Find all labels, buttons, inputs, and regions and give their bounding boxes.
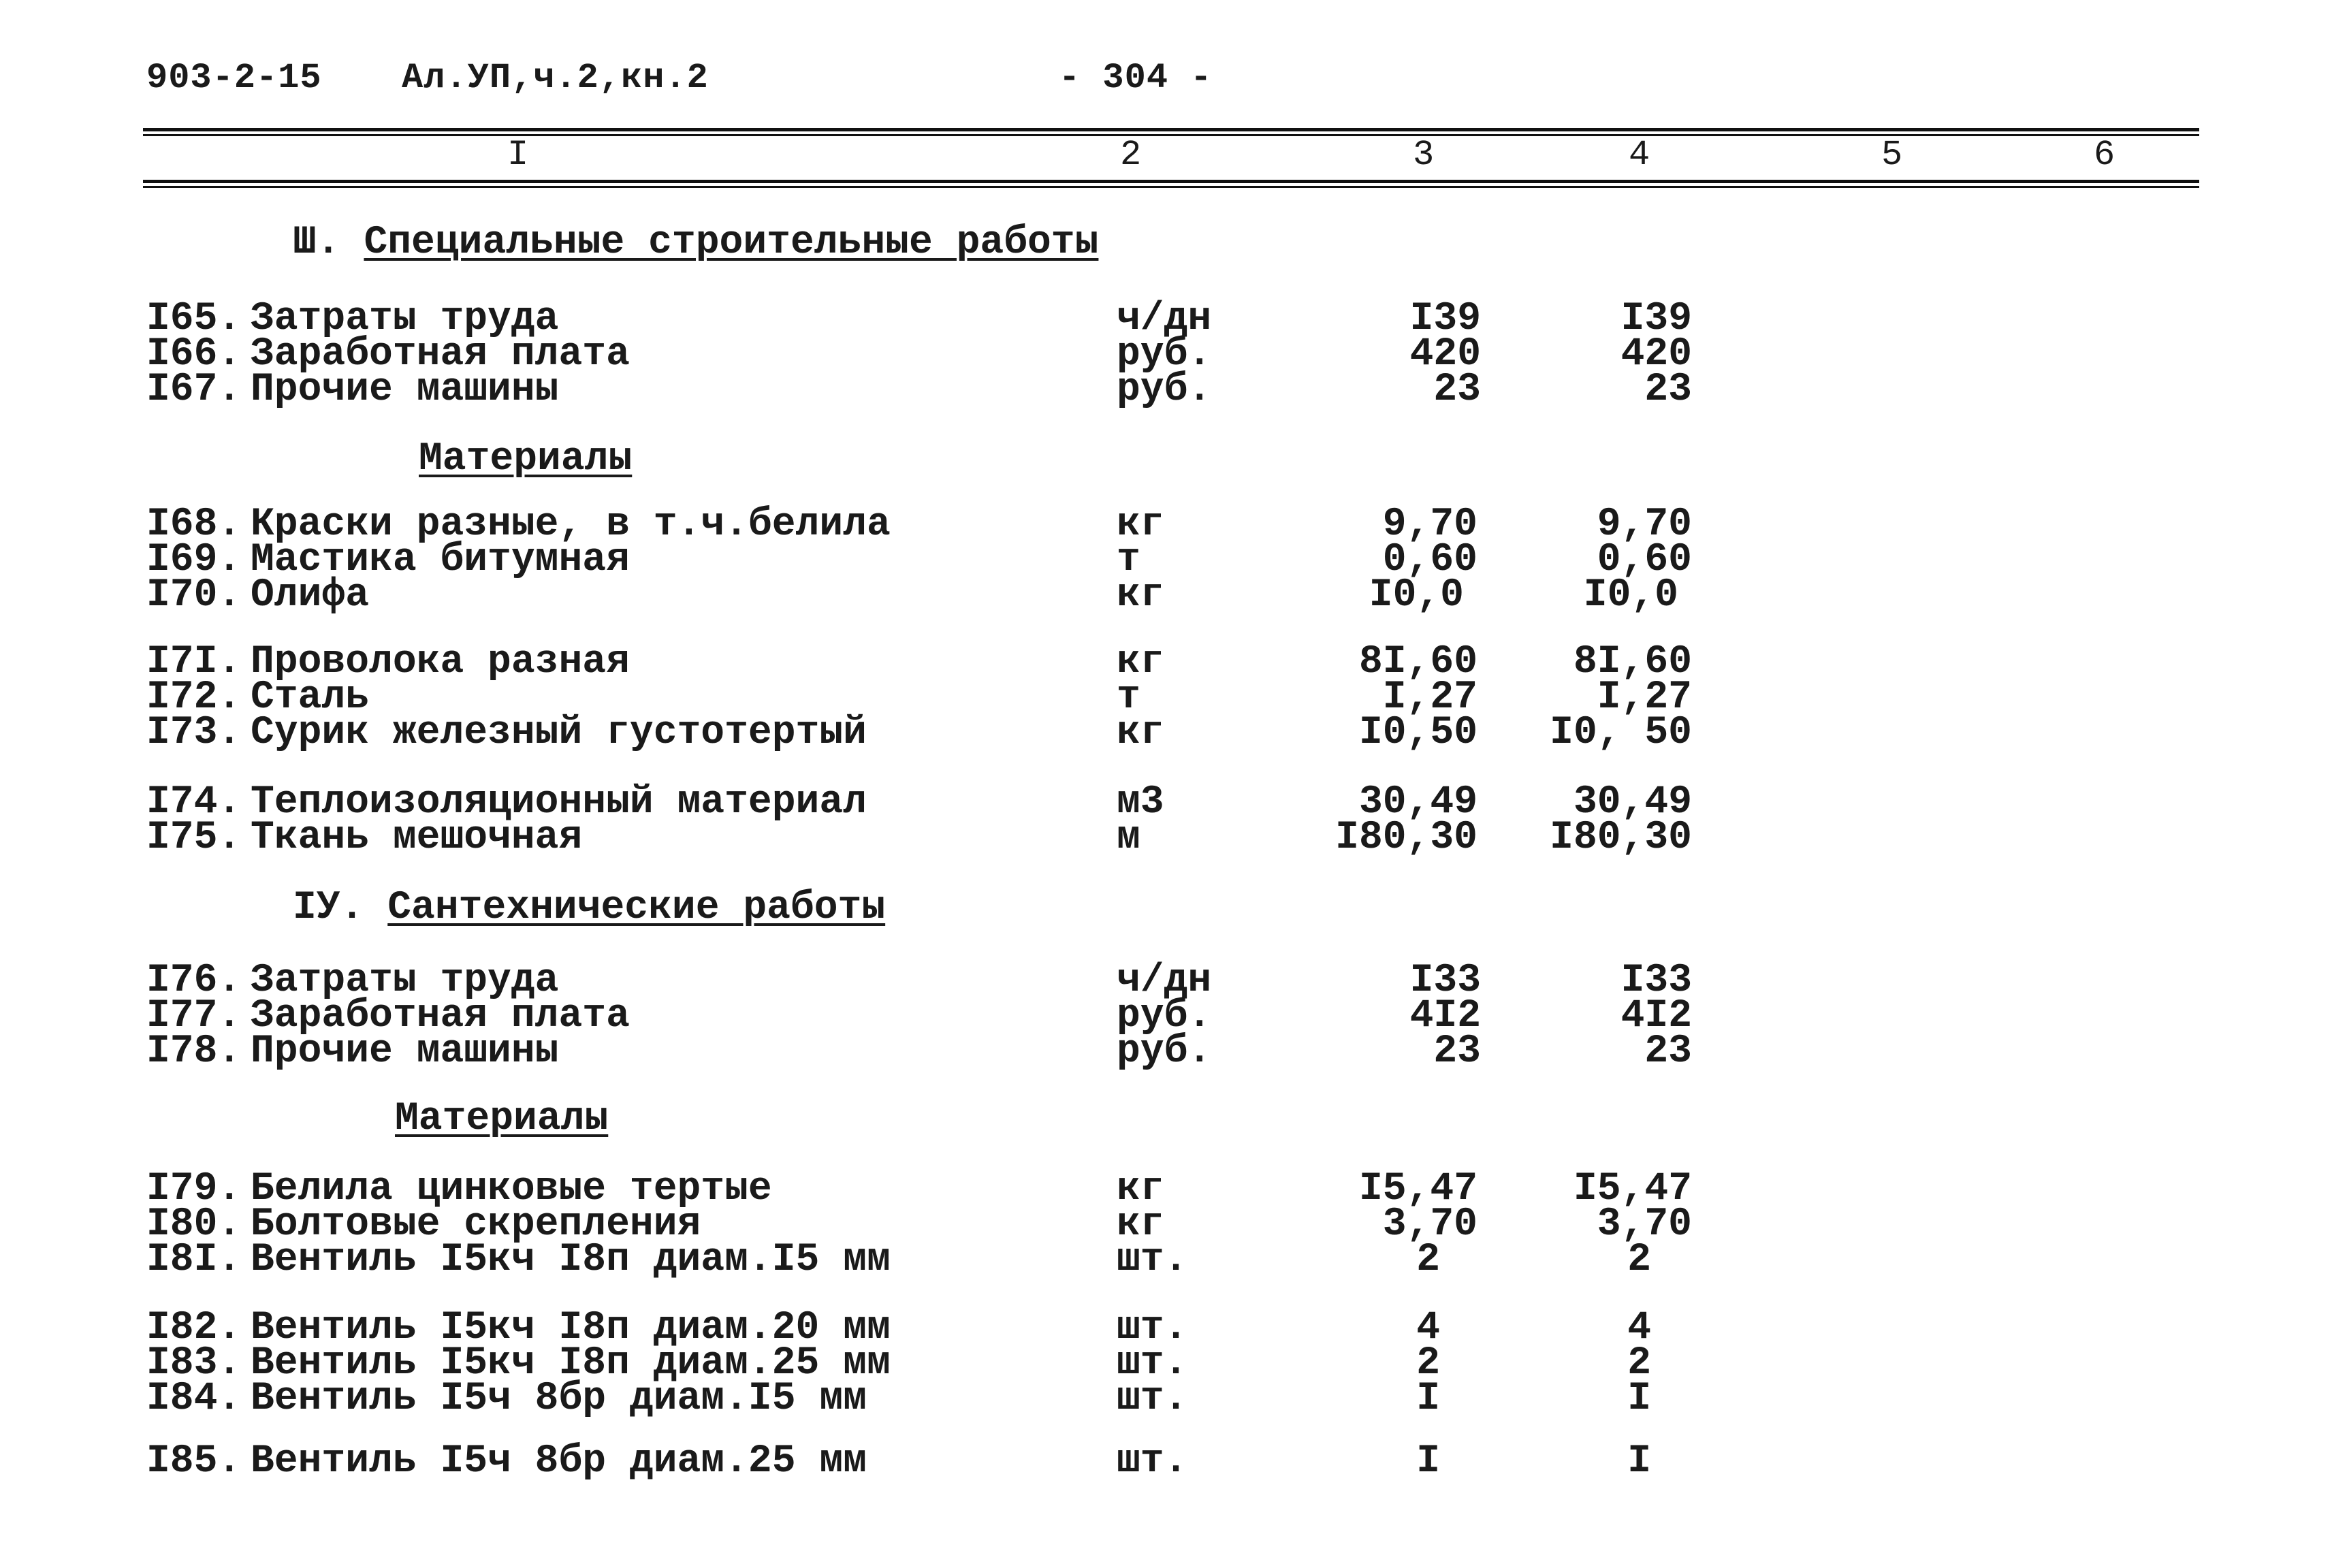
row-name: Заработная плата — [251, 994, 630, 1038]
row-unit: м3 — [1117, 780, 1164, 825]
row-col4: I5,47 — [1573, 1167, 1692, 1211]
row-col4: 0,60 — [1597, 538, 1692, 582]
column-header-5: 5 — [1881, 135, 1903, 175]
page-number: - 304 - — [1059, 58, 1213, 98]
row-number: I69. — [146, 538, 242, 582]
row-unit: кг — [1117, 1202, 1164, 1247]
section-heading: Специальные строительные работы — [364, 221, 1099, 265]
row-number: I72. — [146, 675, 242, 720]
row-name: Сталь — [251, 675, 370, 720]
row-name: Белила цинковые тертые — [251, 1167, 772, 1211]
row-unit: руб. — [1117, 994, 1212, 1038]
row-col4: 9,70 — [1597, 502, 1692, 547]
row-col3: I5,47 — [1358, 1167, 1478, 1211]
row-name: Вентиль I5кч I8п диам.I5 мм — [251, 1238, 891, 1282]
row-number: I8I. — [146, 1238, 242, 1282]
row-unit: кг — [1117, 573, 1164, 618]
column-header-1: I — [507, 135, 529, 175]
row-unit: ч/дн — [1117, 959, 1212, 1003]
row-number: I75. — [146, 816, 242, 860]
row-col3: I39 — [1409, 297, 1481, 341]
row-col4: 4I2 — [1620, 994, 1692, 1038]
row-name: Прочие машины — [251, 1029, 559, 1074]
row-col4: I80,30 — [1550, 816, 1692, 860]
column-header-3: 3 — [1413, 135, 1435, 175]
row-col3: 8I,60 — [1358, 640, 1478, 684]
row-name: Краски разные, в т.ч.белила — [251, 502, 891, 547]
row-col3: I0,50 — [1358, 711, 1478, 755]
row-col4: I39 — [1620, 297, 1692, 341]
row-number: I80. — [146, 1202, 242, 1247]
row-col4: 8I,60 — [1573, 640, 1692, 684]
row-unit: шт. — [1117, 1439, 1188, 1484]
row-col3: 2 — [1416, 1341, 1440, 1386]
row-number: I70. — [146, 573, 242, 618]
materials-subheading: Материалы — [419, 437, 633, 481]
row-unit: м — [1117, 816, 1140, 860]
column-header-6: 6 — [2094, 135, 2115, 175]
row-number: I76. — [146, 959, 242, 1003]
row-name: Теплоизоляционный материал — [251, 780, 867, 825]
row-unit: шт. — [1117, 1306, 1188, 1350]
row-col3: 0,60 — [1382, 538, 1478, 582]
row-name: Ткань мешочная — [251, 816, 583, 860]
section-heading: Сантехнические работы — [387, 886, 886, 930]
column-header-4: 4 — [1629, 135, 1650, 175]
row-col4: 420 — [1620, 332, 1692, 377]
row-unit: шт. — [1117, 1238, 1188, 1282]
row-number: I79. — [146, 1167, 242, 1211]
row-col3: 2 — [1416, 1238, 1440, 1282]
row-unit: кг — [1117, 640, 1164, 684]
header-bottom-rule-inner — [143, 186, 2199, 188]
row-name: Мастика битумная — [251, 538, 630, 582]
row-name: Болтовые скрепления — [251, 1202, 701, 1247]
top-rule — [143, 128, 2199, 131]
row-col4: 23 — [1644, 1029, 1692, 1074]
row-number: I77. — [146, 994, 242, 1038]
row-unit: ч/дн — [1117, 297, 1212, 341]
row-col3: 9,70 — [1382, 502, 1478, 547]
row-col3: 23 — [1433, 368, 1481, 412]
row-col4: I,27 — [1597, 675, 1692, 720]
row-col3: 4I2 — [1409, 994, 1481, 1038]
row-unit: кг — [1117, 502, 1164, 547]
row-col4: 4 — [1627, 1306, 1651, 1350]
row-unit: руб. — [1117, 332, 1212, 377]
row-name: Сурик железный густотертый — [251, 711, 867, 755]
row-col3: I,27 — [1382, 675, 1478, 720]
column-header-2: 2 — [1120, 135, 1142, 175]
row-unit: руб. — [1117, 1029, 1212, 1074]
row-number: I65. — [146, 297, 242, 341]
row-number: I82. — [146, 1306, 242, 1350]
row-name: Вентиль I5ч 8бр диам.25 мм — [251, 1439, 867, 1484]
row-col3: I80,30 — [1335, 816, 1478, 860]
row-col4: 30,49 — [1573, 780, 1692, 825]
materials-subheading: Материалы — [395, 1097, 609, 1141]
row-col4: I33 — [1620, 959, 1692, 1003]
row-name: Вентиль I5кч I8п диам.20 мм — [251, 1306, 891, 1350]
row-col4: I — [1627, 1439, 1651, 1484]
row-number: I66. — [146, 332, 242, 377]
row-name: Затраты труда — [251, 297, 559, 341]
row-unit: шт. — [1117, 1341, 1188, 1386]
row-col3: 30,49 — [1358, 780, 1478, 825]
album-reference: Ал.УП,ч.2,кн.2 — [402, 58, 709, 98]
row-col3: I0,0 — [1369, 573, 1464, 618]
row-number: I7I. — [146, 640, 242, 684]
row-unit: шт. — [1117, 1377, 1188, 1421]
row-number: I73. — [146, 711, 242, 755]
section-number: IУ. — [293, 886, 364, 930]
row-col4: 2 — [1627, 1341, 1651, 1386]
section-title-special-works — [293, 223, 1098, 263]
row-unit: кг — [1117, 711, 1164, 755]
row-col3: 23 — [1433, 1029, 1481, 1074]
row-unit: руб. — [1117, 368, 1212, 412]
row-name: Проволока разная — [251, 640, 630, 684]
row-col3: 420 — [1409, 332, 1481, 377]
row-col3: 3,70 — [1382, 1202, 1478, 1247]
row-unit: т — [1117, 675, 1140, 720]
row-name: Вентиль I5ч 8бр диам.I5 мм — [251, 1377, 867, 1421]
row-col3: I — [1416, 1439, 1440, 1484]
row-col4: 3,70 — [1597, 1202, 1692, 1247]
row-number: I67. — [146, 368, 242, 412]
row-name: Прочие машины — [251, 368, 559, 412]
row-col3: 4 — [1416, 1306, 1440, 1350]
row-number: I68. — [146, 502, 242, 547]
row-col4: I — [1627, 1377, 1651, 1421]
row-col4: 23 — [1644, 368, 1692, 412]
row-unit: кг — [1117, 1167, 1164, 1211]
header-bottom-rule — [143, 180, 2199, 183]
row-number: I74. — [146, 780, 242, 825]
row-number: I85. — [146, 1439, 242, 1484]
row-col4: 2 — [1627, 1238, 1651, 1282]
row-number: I84. — [146, 1377, 242, 1421]
row-col3: I — [1416, 1377, 1440, 1421]
row-name: Заработная плата — [251, 332, 630, 377]
row-number: I78. — [146, 1029, 242, 1074]
row-col4: I0, 50 — [1550, 711, 1692, 755]
section-title-plumbing-works — [293, 886, 886, 930]
row-name: Олифа — [251, 573, 370, 618]
section-number: Ш. — [293, 221, 340, 265]
row-unit: т — [1117, 538, 1140, 582]
row-col4: I0,0 — [1583, 573, 1678, 618]
row-name: Вентиль I5кч I8п диам.25 мм — [251, 1341, 891, 1386]
row-number: I83. — [146, 1341, 242, 1386]
row-name: Затраты труда — [251, 959, 559, 1003]
document-code: 903-2-15 — [146, 58, 322, 98]
row-col3: I33 — [1409, 959, 1481, 1003]
